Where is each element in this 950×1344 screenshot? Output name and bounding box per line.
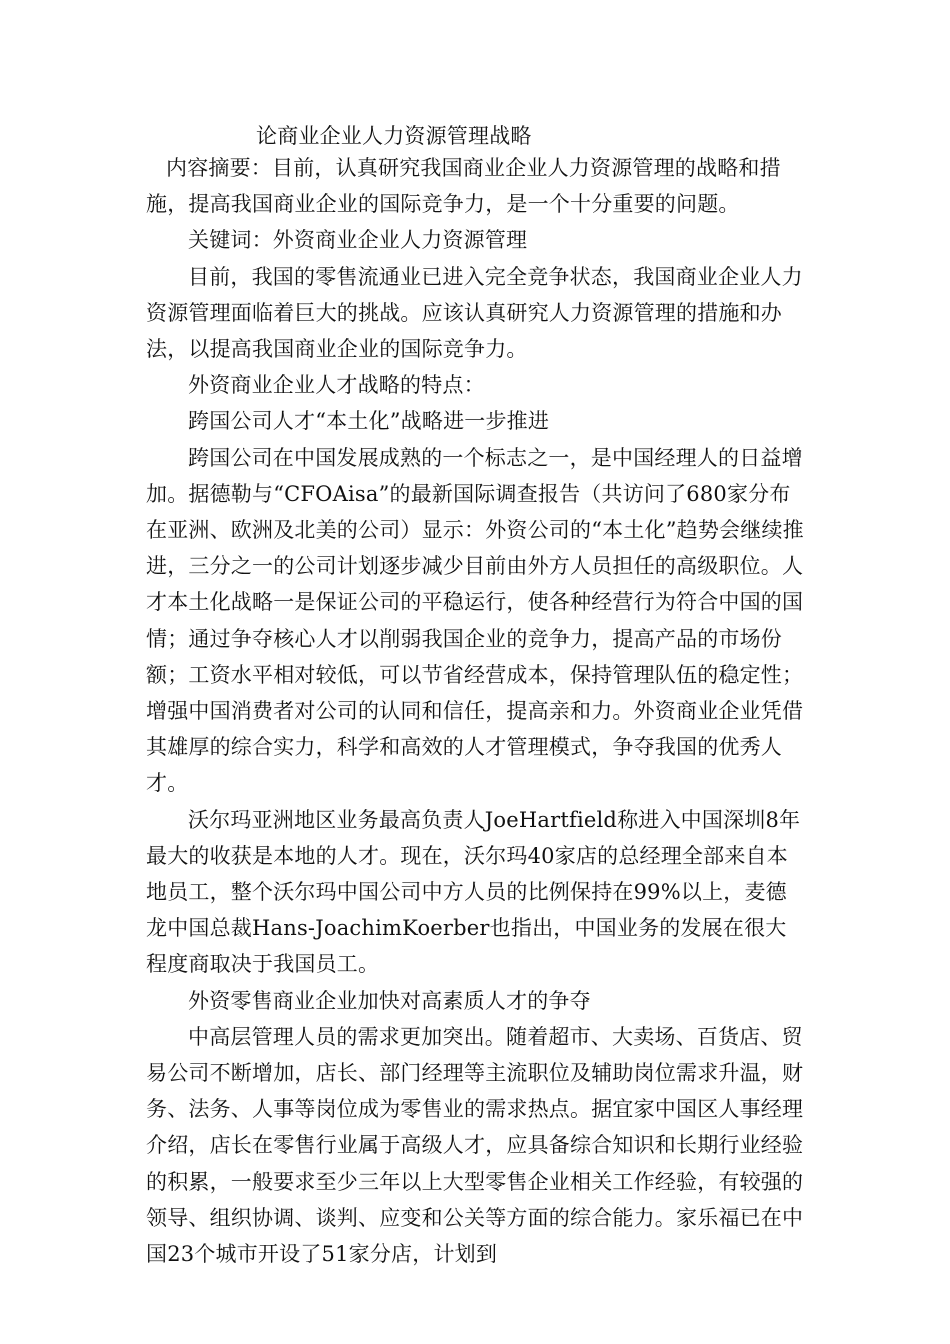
keywords-line: 关键词：外资商业企业人力资源管理 (188, 228, 528, 253)
subheading-localization: 跨国公司人才“本土化”战略进一步推进 (188, 409, 550, 434)
document-body (146, 122, 806, 1272)
subheading-talent-competition: 外资零售商业企业加快对高素质人才的争夺 (188, 988, 591, 1013)
localization-paragraph: 跨国公司在中国发展成熟的一个标志之一，是中国经理人的日益增加。据德勒与“CFOAisa”的最新国际调查报告（共访问了680家分布在亚洲、欧洲及北美的公司）显示：外资公司的“本土化”趋势会继续推进，三分之一的公司计划逐步减少目前由外方人员担任的高级职位。人才本土化战略一是保证公司的平稳运行，使各种经营行为符合中国的国情；通过争夺核心人才以削弱我国企业的竞争力，提高产品的市场份额；工资水平相对较低，可以节省经营成本，保持管理队伍的稳定性；增强中国消费者对公司的认同和信任，提高亲和力。外资商业企业凭借其雄厚的综合实力，科学和高效的人才管理模式，争夺我国的优秀人才。 (146, 445, 804, 796)
section-heading: 外资商业企业人才战略的特点： (188, 373, 485, 398)
management-demand-paragraph: 中高层管理人员的需求更加突出。随着超市、大卖场、百货店、贸易公司不断增加，店长、部门经理等主流职位及辅助岗位需求升温，财务、法务、人事等岗位成为零售业的需求热点。据宜家中国区人事经理介绍，店长在零售行业属于高级人才，应具备综合知识和长期行业经验的积累，一般要求至少三年以上大型零售企业相关工作经验，有较强的领导、组织协调、谈判、应变和公关等方面的综合能力。家乐福已在中国23个城市开设了51家分店，计划到 (146, 1024, 804, 1267)
intro-paragraph: 目前，我国的零售流通业已进入完全竞争状态，我国商业企业人力资源管理面临着巨大的挑战。应该认真研究人力资源管理的措施和办法，以提高我国商业企业的国际竞争力。 (146, 264, 803, 362)
document-title: 论商业企业人力资源管理战略 (256, 124, 532, 148)
walmart-paragraph: 沃尔玛亚洲地区业务最高负责人JoeHartfield称进入中国深圳8年最大的收获是本地的人才。现在，沃尔玛40家店的总经理全部来自本地员工，整个沃尔玛中国公司中方人员的比例保持在99%以上，麦德龙中国总裁Hans-JoachimKoerber也指出，中国业务的发展在很大程度商取决于我国员工。 (146, 807, 801, 977)
abstract-paragraph: 内容摘要：目前，认真研究我国商业企业人力资源管理的战略和措施，提高我国商业企业的国际竞争力，是一个十分重要的问题。 (146, 156, 781, 217)
